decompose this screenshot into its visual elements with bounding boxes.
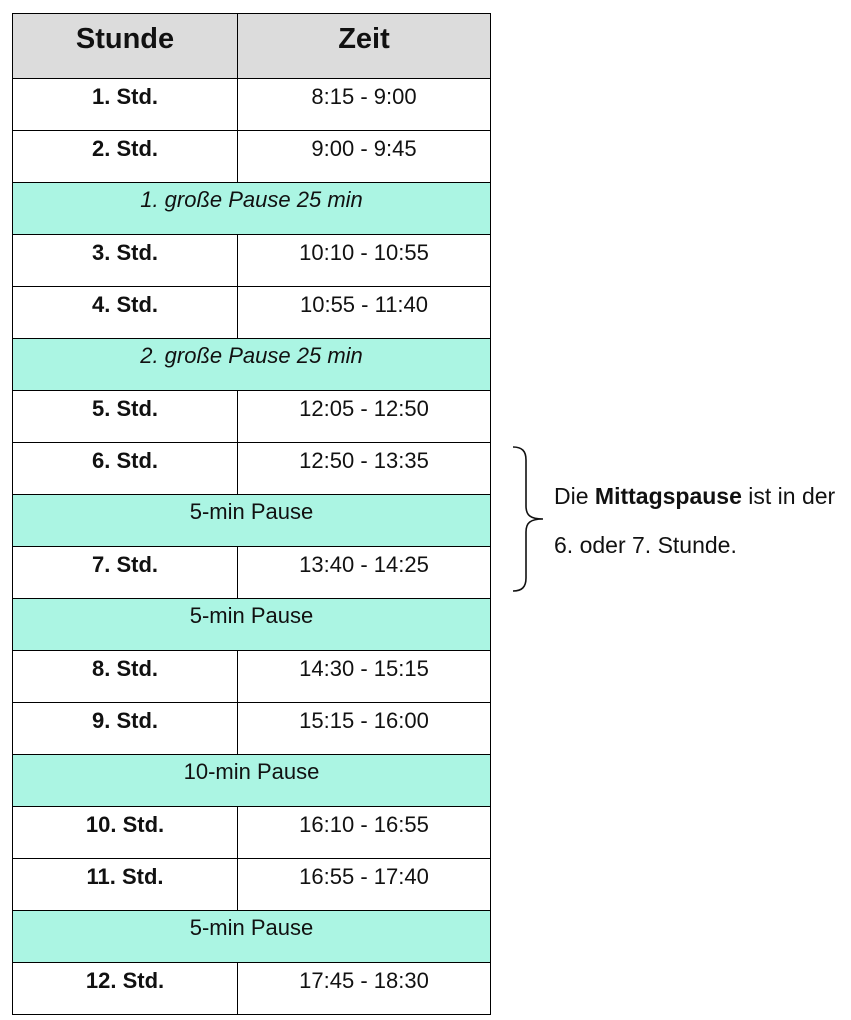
lesson-row xyxy=(13,651,491,703)
lesson-hour: 4. Std. xyxy=(13,287,238,339)
lesson-hour: 11. Std. xyxy=(13,859,238,911)
header-zeit: Zeit xyxy=(238,14,491,79)
lesson-time: 9:00 - 9:45 xyxy=(238,131,491,183)
pause-label: 5-min Pause xyxy=(13,911,491,963)
lesson-row xyxy=(13,131,491,183)
note-bold-mittagspause: Mittagspause xyxy=(594,483,742,509)
lesson-time: 12:50 - 13:35 xyxy=(238,443,491,495)
lesson-time: 10:10 - 10:55 xyxy=(238,235,491,287)
pause-label: 10-min Pause xyxy=(13,755,491,807)
lesson-hour: 7. Std. xyxy=(13,547,238,599)
lesson-time: 17:45 - 18:30 xyxy=(238,963,491,1015)
pause-row xyxy=(13,495,491,547)
pause-label: 5-min Pause xyxy=(13,599,491,651)
lesson-hour: 3. Std. xyxy=(13,235,238,287)
lesson-hour: 10. Std. xyxy=(13,807,238,859)
lesson-time: 13:40 - 14:25 xyxy=(238,547,491,599)
header-stunde: Stunde xyxy=(13,14,238,79)
lesson-hour: 6. Std. xyxy=(13,443,238,495)
lesson-hour: 8. Std. xyxy=(13,651,238,703)
pause-row xyxy=(13,599,491,651)
lesson-row xyxy=(13,963,491,1015)
lesson-hour: 2. Std. xyxy=(13,131,238,183)
lesson-time: 14:30 - 15:15 xyxy=(238,651,491,703)
lesson-row xyxy=(13,443,491,495)
pause-label: 2. große Pause 25 min xyxy=(13,339,491,391)
lesson-row xyxy=(13,79,491,131)
note-suffix: ist in der 6. oder 7. Stunde. xyxy=(554,483,836,558)
pause-label: 1. große Pause 25 min xyxy=(13,183,491,235)
lesson-row xyxy=(13,235,491,287)
lesson-time: 12:05 - 12:50 xyxy=(238,391,491,443)
pause-row xyxy=(13,183,491,235)
lesson-row xyxy=(13,703,491,755)
lesson-row xyxy=(13,391,491,443)
lesson-time: 10:55 - 11:40 xyxy=(238,287,491,339)
lesson-row xyxy=(13,547,491,599)
lesson-time: 16:55 - 17:40 xyxy=(238,859,491,911)
pause-row xyxy=(13,911,491,963)
pause-row xyxy=(13,339,491,391)
lesson-hour: 1. Std. xyxy=(13,79,238,131)
curly-brace-icon xyxy=(508,444,548,594)
note-prefix: Die xyxy=(554,483,595,509)
lesson-time: 16:10 - 16:55 xyxy=(238,807,491,859)
lesson-row xyxy=(13,807,491,859)
schedule-body xyxy=(13,79,491,1015)
pause-label: 5-min Pause xyxy=(13,495,491,547)
pause-row xyxy=(13,755,491,807)
lesson-time: 8:15 - 9:00 xyxy=(238,79,491,131)
lesson-row xyxy=(13,287,491,339)
lesson-time: 15:15 - 16:00 xyxy=(238,703,491,755)
lesson-row xyxy=(13,859,491,911)
lunch-break-note xyxy=(554,472,849,570)
schedule-table xyxy=(12,13,491,1015)
lesson-hour: 5. Std. xyxy=(13,391,238,443)
header-row xyxy=(13,14,491,79)
lesson-hour: 12. Std. xyxy=(13,963,238,1015)
lesson-hour: 9. Std. xyxy=(13,703,238,755)
